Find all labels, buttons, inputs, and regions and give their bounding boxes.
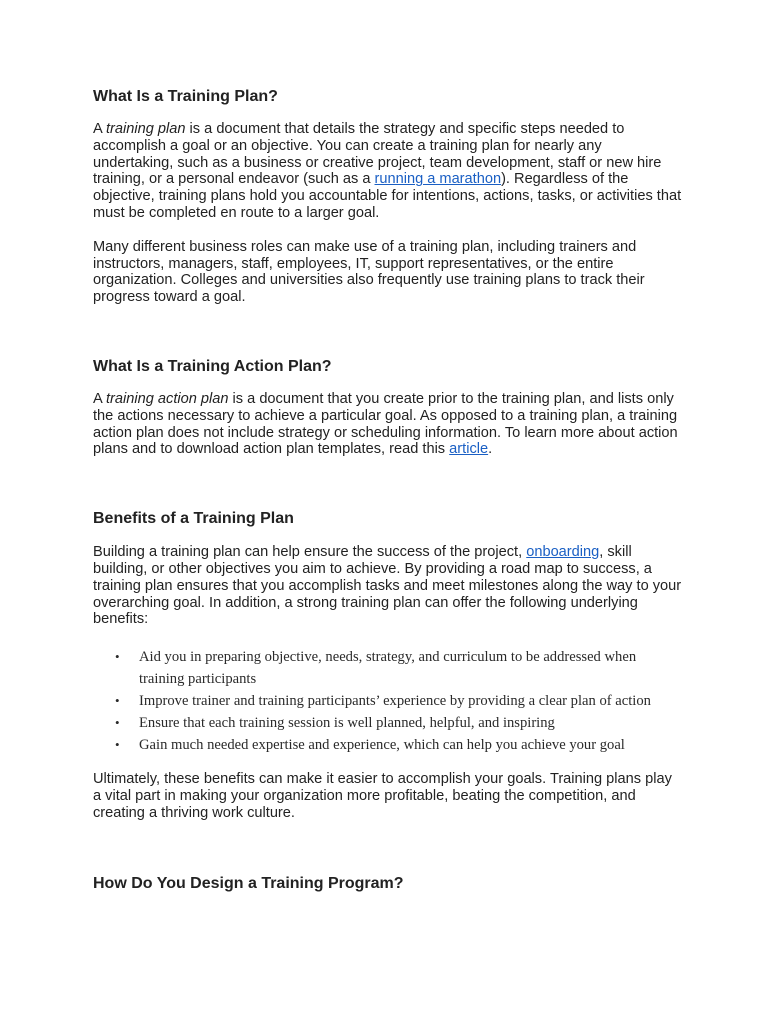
link-article[interactable]: article bbox=[449, 441, 489, 458]
list-item-text: Gain much needed expertise and experience, which can help you achieve your goal bbox=[139, 737, 625, 754]
link-onboarding[interactable]: onboarding bbox=[526, 544, 600, 561]
list-item-text: Ensure that each training session is well planned, helpful, and inspiring bbox=[139, 715, 555, 732]
heading-what-is-training-plan: What Is a Training Plan? bbox=[93, 88, 278, 105]
paragraph-training-plan-definition bbox=[93, 121, 683, 222]
paragraph-action-plan-definition bbox=[93, 391, 683, 458]
paragraph-benefits-conclusion: Ultimately, these benefits can make it easier to accomplish your goals. Training plans play a vital part in making your organization more profitable, beating the competition, and creating a thriving work culture. bbox=[93, 771, 672, 821]
text-lead: A bbox=[93, 121, 106, 137]
text-segment: ). Regardless of the objective, training plans hold you accountable for intentions, actions, tasks, or activities that must be completed en route to a larger goal. bbox=[93, 171, 682, 221]
list-item-text: Aid you in preparing objective, needs, strategy, and curriculum to be addressed when training participants bbox=[139, 649, 637, 688]
list-item bbox=[93, 734, 683, 756]
paragraph-business-roles: Many different business roles can make use of a training plan, including trainers and instructors, managers, staff, employees, IT, support representatives, or the entire organization. Colleges and universities also frequently use training plans to track their progress toward a goal. bbox=[93, 238, 645, 306]
text-lead: A bbox=[93, 390, 106, 407]
text-segment: . bbox=[488, 441, 493, 458]
bullet-icon: • bbox=[115, 715, 120, 731]
text-segment: Building a training plan can help ensure the success of the project, bbox=[93, 544, 527, 561]
document-content bbox=[93, 87, 683, 894]
list-item bbox=[93, 646, 683, 690]
heading-benefits-of-training-plan: Benefits of a Training Plan bbox=[93, 510, 294, 528]
paragraph-benefits-intro bbox=[93, 544, 683, 628]
list-item bbox=[93, 712, 683, 734]
bullet-icon: • bbox=[115, 693, 120, 709]
list-item bbox=[93, 690, 683, 712]
text-segment: , skill building, or other objectives you aim to achieve. By providing a road map to success, a training plan ensures that you accomplish tasks and meet milestones along the way to your overarching goal. In addition, a strong training plan can offer the following underlying benefits: bbox=[93, 544, 682, 628]
bullet-icon: • bbox=[115, 737, 120, 753]
term-training-action-plan: training action plan bbox=[105, 390, 229, 407]
bullet-icon: • bbox=[115, 649, 120, 665]
term-training-plan: training plan bbox=[105, 121, 186, 137]
text-segment: is a document that details the strategy and specific steps needed to accomplish a goal or an objective. You can create a training plan for nearly any undertaking, such as a business or creative project, team development, staff or new hire training, or a personal endeavor (such as a bbox=[93, 121, 662, 188]
text-segment: is a document that you create prior to the training plan, and lists only the actions necessary to achieve a particular goal. As opposed to a training plan, a training action plan does not include strategy or scheduling information. To learn more about action plans and to download action plan templates, read this bbox=[93, 390, 678, 458]
heading-what-is-training-action-plan: What Is a Training Action Plan? bbox=[93, 357, 332, 375]
link-running-a-marathon[interactable]: running a marathon bbox=[374, 171, 502, 188]
list-item-text: Improve trainer and training participants’ experience by providing a clear plan of action bbox=[139, 693, 651, 710]
heading-design-training-program: How Do You Design a Training Program? bbox=[93, 874, 404, 892]
benefits-list bbox=[93, 646, 683, 756]
